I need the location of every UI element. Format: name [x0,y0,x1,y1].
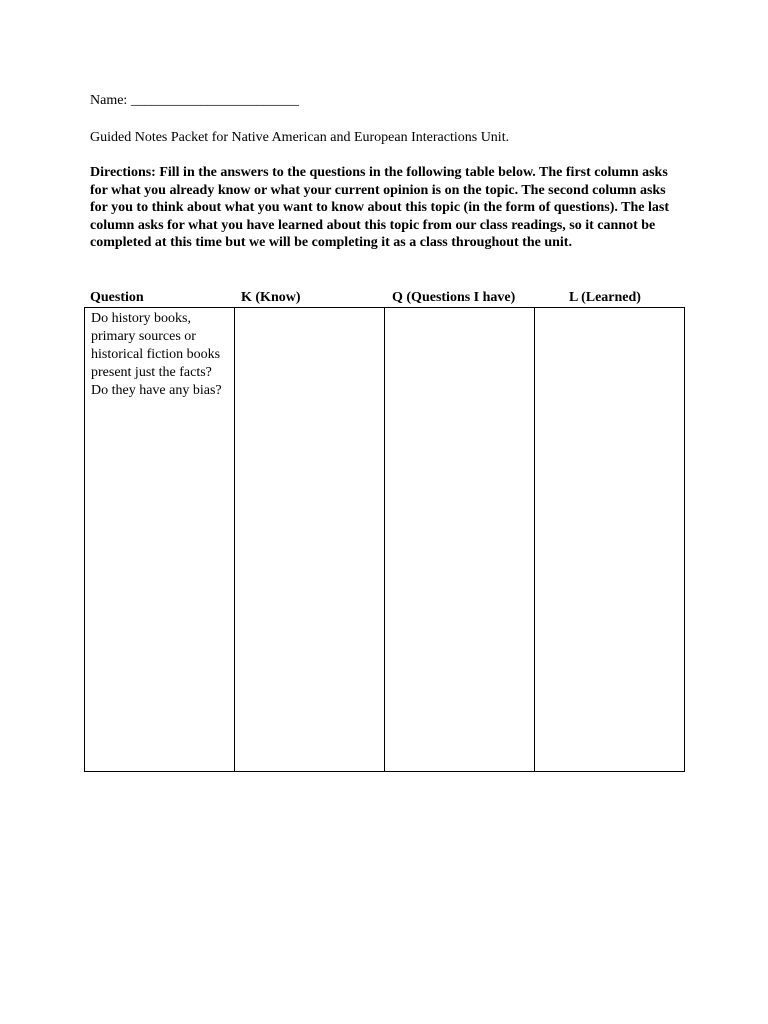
column-header-question: Question [90,290,144,305]
name-field-label: Name: ________________________ [90,93,299,108]
questions-cell[interactable] [385,308,535,772]
column-header-learned: L (Learned) [569,290,641,305]
table-row [85,308,685,772]
know-cell[interactable] [235,308,385,772]
learned-cell[interactable] [535,308,685,772]
column-header-questions-i-have: Q (Questions I have) [392,290,516,305]
directions-text: Directions: Fill in the answers to the questions in the following table below. The first column asks for what you already know or what your current opinion is on the topic. The second column asks for you to think about what you want to know about this topic (in the form of questions). The last column asks for what you have learned about this topic from our class readings, so it cannot be completed at this time but we will be completing it as a class throughout the unit. [90,165,670,251]
question-cell: Do history books, primary sources or historical fiction books present just the facts? Do they have any bias? [85,308,235,772]
kwl-table [84,307,685,772]
document-title: Guided Notes Packet for Native American and European Interactions Unit. [90,130,510,145]
column-header-know: K (Know) [241,290,301,305]
table-header-row [0,289,768,307]
